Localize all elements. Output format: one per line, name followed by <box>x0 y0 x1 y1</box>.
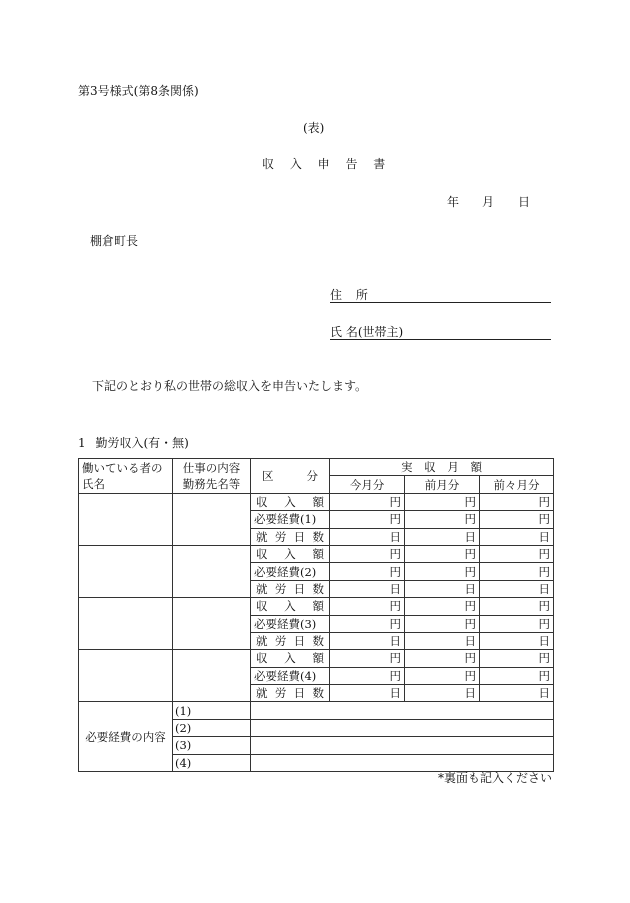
workdays-last-month[interactable]: 日 <box>405 528 480 545</box>
form-number: 第3号様式(第8条関係) <box>78 84 199 98</box>
date-day: 日 <box>518 195 531 209</box>
header-last-month: 前月分 <box>405 476 480 493</box>
expense-label: 必要経費(2) <box>251 563 330 580</box>
income-last-month[interactable]: 円 <box>405 545 480 562</box>
workdays-two-months-ago[interactable]: 日 <box>480 685 554 702</box>
expense-label: 必要経費(1) <box>251 511 330 528</box>
header-this-month: 今月分 <box>330 476 405 493</box>
person-name-cell[interactable] <box>79 493 173 545</box>
date-month: 月 <box>482 195 495 209</box>
workdays-label: 就 労 日 数 <box>251 580 330 597</box>
expense-two-months-ago[interactable]: 円 <box>480 511 554 528</box>
document-title: 収 入 申 告 書 <box>262 157 388 171</box>
workdays-this-month[interactable]: 日 <box>330 685 405 702</box>
expense-this-month[interactable]: 円 <box>330 563 405 580</box>
income-two-months-ago[interactable]: 円 <box>480 545 554 562</box>
workdays-this-month[interactable]: 日 <box>330 632 405 649</box>
back-side-note: *裏面も記入ください <box>437 771 552 785</box>
workdays-last-month[interactable]: 日 <box>405 685 480 702</box>
income-last-month[interactable]: 円 <box>405 493 480 510</box>
header-kubun: 区 分 <box>251 459 330 494</box>
income-last-month[interactable]: 円 <box>405 598 480 615</box>
income-two-months-ago[interactable]: 円 <box>480 493 554 510</box>
addressee: 棚倉町長 <box>90 234 139 248</box>
workdays-last-month[interactable]: 日 <box>405 580 480 597</box>
workdays-this-month[interactable]: 日 <box>330 528 405 545</box>
declaration-text: 下記のとおり私の世帯の総収入を申告いたします。 <box>92 379 368 393</box>
expense-detail-field[interactable] <box>251 702 554 719</box>
expense-two-months-ago[interactable]: 円 <box>480 563 554 580</box>
header-job: 仕事の内容 勤務先名等 <box>173 459 251 494</box>
income-label: 収 入 額 <box>251 598 330 615</box>
expense-this-month[interactable]: 円 <box>330 511 405 528</box>
expense-last-month[interactable]: 円 <box>405 511 480 528</box>
expense-detail-field[interactable] <box>251 737 554 754</box>
workdays-last-month[interactable]: 日 <box>405 632 480 649</box>
workdays-label: 就 労 日 数 <box>251 685 330 702</box>
expense-this-month[interactable]: 円 <box>330 615 405 632</box>
expense-label: 必要経費(4) <box>251 667 330 684</box>
income-this-month[interactable]: 円 <box>330 598 405 615</box>
job-cell[interactable] <box>173 598 251 650</box>
job-cell[interactable] <box>173 545 251 597</box>
income-two-months-ago[interactable]: 円 <box>480 598 554 615</box>
detail-number: (1) <box>173 702 251 719</box>
date-year: 年 <box>447 195 460 209</box>
workdays-two-months-ago[interactable]: 日 <box>480 580 554 597</box>
income-this-month[interactable]: 円 <box>330 545 405 562</box>
income-two-months-ago[interactable]: 円 <box>480 650 554 667</box>
detail-number: (2) <box>173 719 251 736</box>
expense-last-month[interactable]: 円 <box>405 667 480 684</box>
section-title: 1 勤労収入(有・無) <box>78 436 189 450</box>
side-label: (表) <box>303 121 325 135</box>
workdays-label: 就 労 日 数 <box>251 632 330 649</box>
workdays-two-months-ago[interactable]: 日 <box>480 632 554 649</box>
person-name-cell[interactable] <box>79 545 173 597</box>
header-person: 働いている者の 氏名 <box>79 459 173 494</box>
expense-two-months-ago[interactable]: 円 <box>480 615 554 632</box>
expense-label: 必要経費(3) <box>251 615 330 632</box>
job-cell[interactable] <box>173 493 251 545</box>
income-table <box>78 458 554 772</box>
expense-last-month[interactable]: 円 <box>405 563 480 580</box>
income-label: 収 入 額 <box>251 545 330 562</box>
expense-two-months-ago[interactable]: 円 <box>480 667 554 684</box>
expense-last-month[interactable]: 円 <box>405 615 480 632</box>
header-actual-income: 実 収 月 額 <box>330 459 554 476</box>
header-two-months-ago: 前々月分 <box>480 476 554 493</box>
workdays-label: 就 労 日 数 <box>251 528 330 545</box>
workdays-this-month[interactable]: 日 <box>330 580 405 597</box>
income-this-month[interactable]: 円 <box>330 493 405 510</box>
address-field[interactable] <box>330 284 551 303</box>
name-field[interactable] <box>330 321 551 340</box>
expense-detail-label: 必要経費の内容 <box>79 702 173 772</box>
expense-this-month[interactable]: 円 <box>330 667 405 684</box>
income-label: 収 入 額 <box>251 493 330 510</box>
person-name-cell[interactable] <box>79 650 173 702</box>
income-label: 収 入 額 <box>251 650 330 667</box>
workdays-two-months-ago[interactable]: 日 <box>480 528 554 545</box>
address-label: 住 所 <box>330 288 368 302</box>
income-last-month[interactable]: 円 <box>405 650 480 667</box>
person-name-cell[interactable] <box>79 598 173 650</box>
expense-detail-field[interactable] <box>251 719 554 736</box>
detail-number: (4) <box>173 754 251 771</box>
income-this-month[interactable]: 円 <box>330 650 405 667</box>
name-label: 氏 名(世帯主) <box>330 325 404 339</box>
detail-number: (3) <box>173 737 251 754</box>
job-cell[interactable] <box>173 650 251 702</box>
